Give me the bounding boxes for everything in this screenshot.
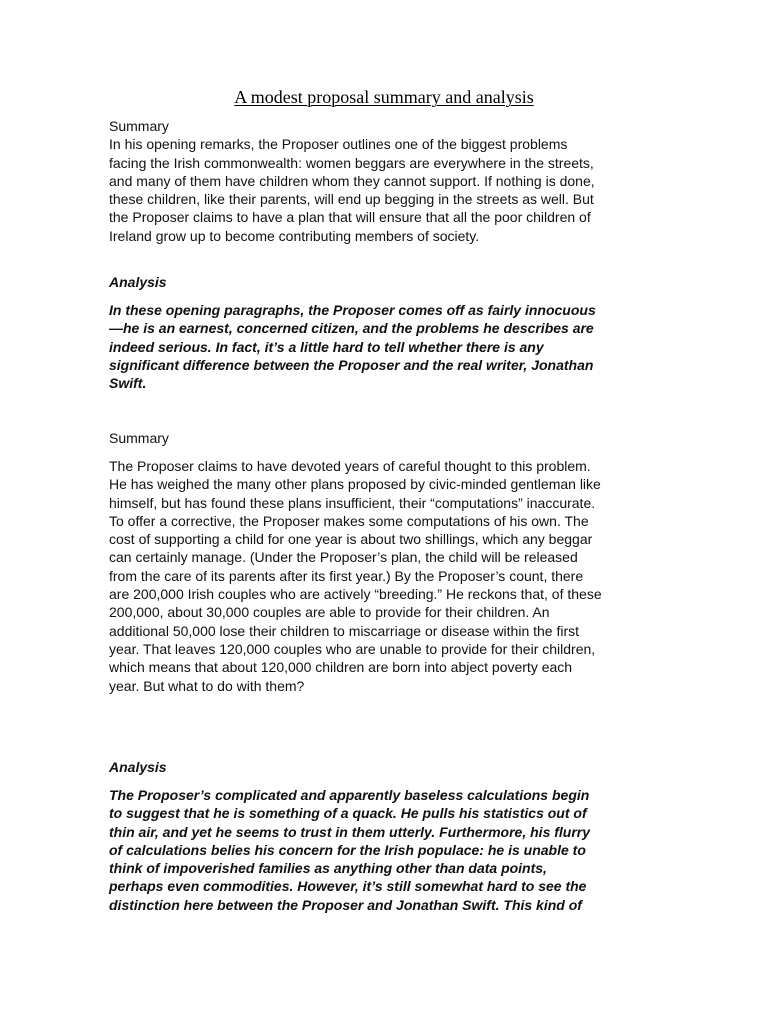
paragraph-line: and many of them have children whom they cannot support. If nothing is done,	[109, 172, 595, 189]
paragraph-line: facing the Irish commonwealth: women beggars are everywhere in the streets,	[109, 154, 594, 171]
document-title-block	[0, 86, 768, 108]
paragraph-line: He has weighed the many other plans proposed by civic-minded gentleman like	[109, 476, 601, 493]
paragraph-line: year. But what to do with them?	[109, 677, 305, 694]
document-title: A modest proposal summary and analysis	[234, 87, 534, 107]
paragraph-line: In his opening remarks, the Proposer outlines one of the biggest problems	[109, 136, 568, 153]
paragraph-line: perhaps even commodities. However, it’s still somewhat hard to see the	[109, 878, 587, 895]
section-heading: Summary	[109, 118, 169, 134]
paragraph-line: to suggest that he is something of a quack. He pulls his statistics out of	[109, 805, 587, 822]
section-heading: Summary	[109, 430, 169, 446]
paragraph-line: The Proposer claims to have devoted years of careful thought to this problem.	[109, 457, 591, 474]
paragraph-line: these children, like their parents, will end up begging in the streets as well. But	[109, 191, 594, 208]
paragraph-line: from the care of its parents after its first year.) By the Proposer’s count, there	[109, 567, 584, 584]
paragraph-line: think of impoverished families as anything other than data points,	[109, 860, 547, 877]
paragraph	[109, 457, 729, 695]
paragraph-line: which means that about 120,000 children are born into abject poverty each	[109, 659, 573, 676]
paragraph-line: additional 50,000 lose their children to miscarriage or disease within the first	[109, 622, 580, 639]
paragraph-line: indeed serious. In fact, it’s a little hard to tell whether there is any	[109, 338, 544, 355]
paragraph-line: In these opening paragraphs, the Proposer comes off as fairly innocuous	[109, 301, 596, 318]
paragraph-line: Ireland grow up to become contributing members of society.	[109, 227, 480, 244]
paragraph	[109, 301, 729, 392]
paragraph-line: are 200,000 Irish couples who are actively “breeding.” He reckons that, of these	[109, 586, 602, 603]
paragraph-line: To offer a corrective, the Proposer makes some computations of his own. The	[109, 512, 589, 529]
paragraph-line: Swift.	[109, 375, 147, 392]
paragraph-line: distinction here between the Proposer and Jonathan Swift. This kind of	[109, 896, 582, 913]
paragraph-line: of calculations belies his concern for the Irish populace: he is unable to	[109, 841, 586, 858]
paragraph	[109, 135, 729, 245]
paragraph-line: the Proposer claims to have a plan that will ensure that all the poor children of	[109, 209, 591, 226]
paragraph-line: significant difference between the Proposer and the real writer, Jonathan	[109, 356, 594, 373]
paragraph	[109, 786, 729, 914]
section-heading: Analysis	[109, 274, 167, 290]
section-heading: Analysis	[109, 759, 167, 775]
paragraph-line: himself, but has found these plans insufficient, their “computations” inaccurate.	[109, 494, 596, 511]
paragraph-line: thin air, and yet he seems to trust in them utterly. Furthermore, his flurry	[109, 823, 591, 840]
summary-section	[109, 117, 729, 245]
analysis-section	[109, 758, 729, 914]
paragraph-line: —he is an earnest, concerned citizen, and the problems he describes are	[109, 320, 594, 337]
analysis-section	[109, 273, 729, 392]
summary-section	[109, 429, 729, 695]
paragraph-line: The Proposer’s complicated and apparently baseless calculations begin	[109, 786, 590, 803]
paragraph-line: cost of supporting a child for one year is about two shillings, which any beggar	[109, 531, 593, 548]
paragraph-line: year. That leaves 120,000 couples who are unable to provide for their children,	[109, 640, 596, 657]
paragraph-line: 200,000, about 30,000 couples are able to provide for their children. An	[109, 604, 550, 621]
paragraph-line: can certainly manage. (Under the Proposer’s plan, the child will be released	[109, 549, 578, 566]
